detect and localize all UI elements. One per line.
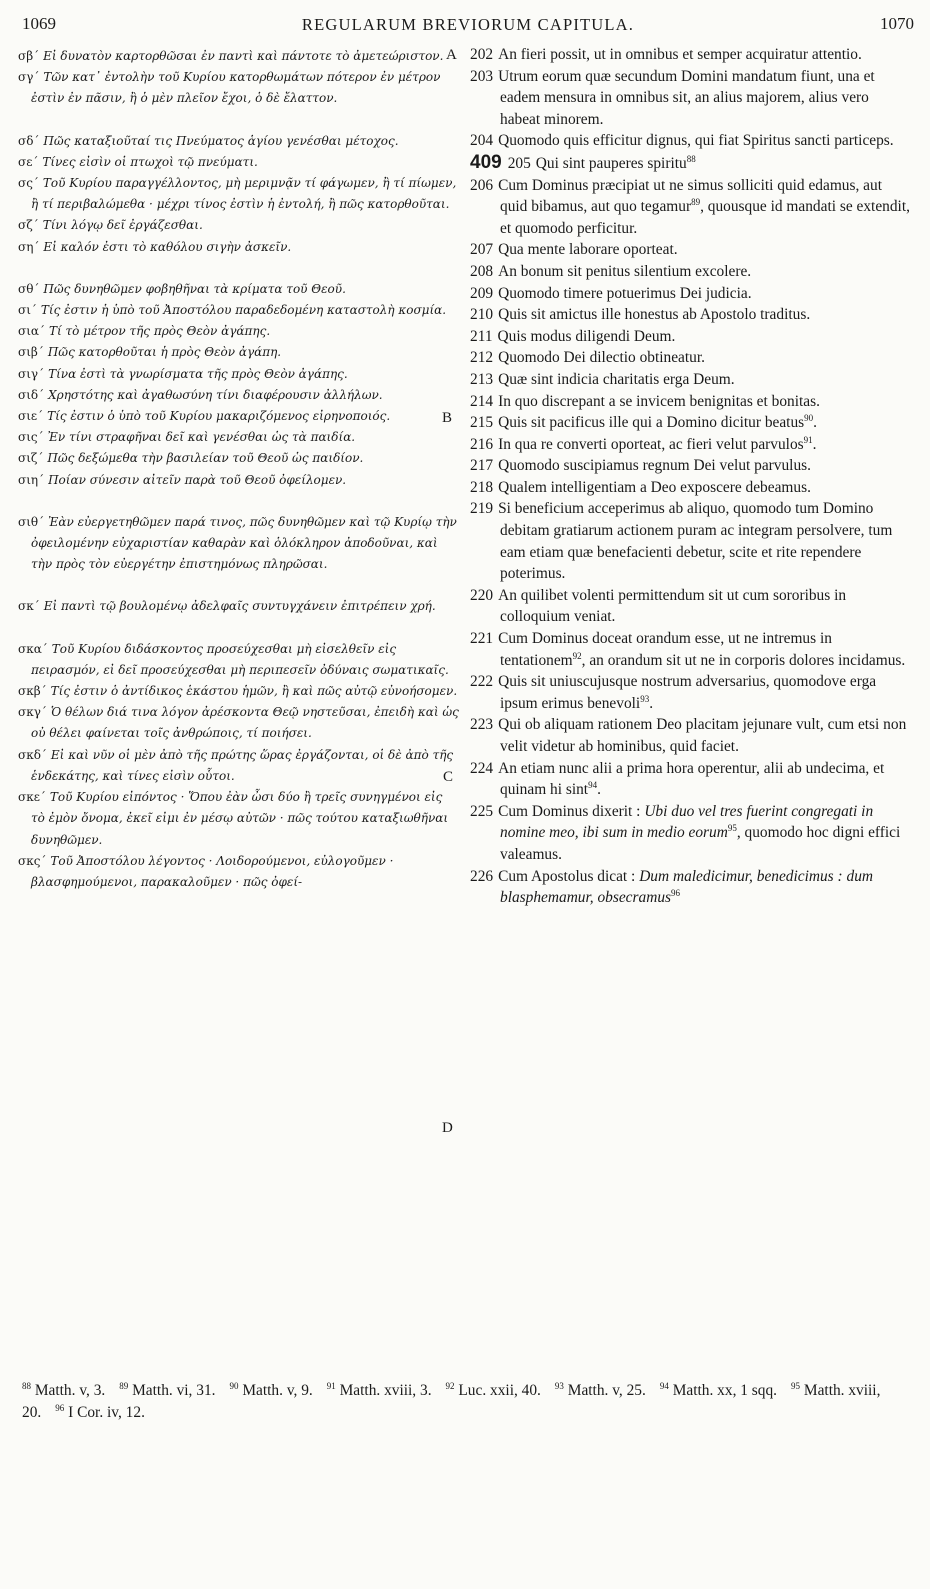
- greek-entry-number: σκδ΄: [18, 747, 47, 762]
- greek-entry-number: σιθ΄: [18, 514, 45, 529]
- greek-entry-text: Εἰ καλόν ἐστι τὸ καθόλου σιγὴν ἀσκεῖν.: [43, 239, 292, 254]
- footnote: [327, 1382, 432, 1399]
- latin-entry: [470, 585, 910, 628]
- footnote-ref: 93: [640, 693, 650, 704]
- column-marker-b: B: [442, 410, 453, 426]
- latin-entry-number: 215: [470, 414, 494, 432]
- footnote-number: 89: [119, 1380, 129, 1391]
- latin-entry: [470, 455, 910, 477]
- greek-entry-text: Εἰ δυνατὸν καρτορθῶσαι ἐν παντὶ καὶ πάντοτε τὸ ἀμετεώριστον.: [43, 49, 444, 63]
- footnote: [660, 1382, 777, 1399]
- footnote-number: 92: [445, 1380, 455, 1391]
- greek-entry-number: σκε΄: [18, 790, 46, 805]
- latin-entry-text: Quomodo timere potuerimus Dei judicia.: [498, 284, 752, 302]
- latin-entry-text: Qua mente laborare oporteat.: [498, 241, 678, 259]
- greek-entry-text: Ὁ θέλων διά τινα λόγον ἀρέσκοντα Θεῷ νηστεῦσαι, ἐπειδὴ καὶ ὡς οὐ θέλει φαίνεται τοῖς ἀνθρώποις, τί ποιήσει.: [31, 705, 459, 741]
- greek-entry: [18, 321, 460, 342]
- latin-scripture-quote: Dum maledicimur, benedicimus : dum blasphemamur, obsecramus: [500, 867, 873, 907]
- latin-entry: [470, 714, 910, 757]
- latin-entry-number: 209: [470, 284, 494, 302]
- greek-entry-number: σιβ΄: [18, 345, 44, 360]
- greek-entry-text: Τίς ἐστιν ἡ ὑπὸ τοῦ Ἀποστόλου παραδεδομένη καταστολὴ κοσμία.: [40, 303, 447, 318]
- greek-entry-text: Τί τὸ μέτρον τῆς πρὸς Θεὸν ἀγάπης.: [49, 324, 271, 339]
- column-number: 409: [470, 151, 502, 173]
- greek-entry-number: σιε΄: [18, 409, 44, 424]
- latin-entry: [470, 391, 910, 413]
- latin-entry: [470, 304, 910, 326]
- footnote: [230, 1382, 313, 1399]
- latin-entry: [470, 66, 910, 131]
- greek-entry-text: Ἐν τίνι στραφῆναι δεῖ καὶ γενέσθαι ὡς τὰ παιδία.: [47, 430, 356, 445]
- latin-entry: [470, 866, 910, 909]
- footnote-ref: 96: [671, 888, 681, 899]
- footnote-ref: 89: [691, 197, 701, 208]
- latin-entry-number: 207: [470, 241, 494, 259]
- greek-entry: [18, 448, 460, 469]
- footnote-reference: Matth. xviii, 3.: [339, 1382, 432, 1399]
- latin-entry-number: 212: [470, 349, 494, 367]
- latin-entry: [470, 326, 910, 348]
- footnote-ref: 94: [588, 780, 598, 791]
- latin-entry-text: Cum Dominus doceat orandum esse, ut ne intremus in tentationem: [498, 630, 832, 669]
- latin-entry-text: Quis sit amictus ille honestus ab Apostolo traditus.: [498, 306, 811, 324]
- latin-entry: [470, 477, 910, 499]
- latin-entry-text: Quis sit uniuscujusque nostrum adversarius, quomodove erga ipsum erimus benevoli: [498, 673, 877, 712]
- latin-entry-text: Utrum eorum quæ secundum Domini mandatum fiunt, una et eadem mensura in omnibus sit, an alius majorem, alius vero habeat minorem.: [498, 67, 875, 128]
- latin-entry-number: 204: [470, 132, 494, 150]
- footnote-number: 96: [55, 1402, 65, 1413]
- latin-entry: [470, 44, 910, 66]
- greek-entry-number: ση΄: [18, 239, 40, 254]
- running-head: REGULARUM BREVIORUM CAPITULA.: [301, 15, 635, 34]
- latin-scripture-quote: Ubi duo vel tres fuerint congregati in nomine meo, ibi sum in medio eorum: [500, 802, 874, 842]
- greek-entry-text: Πῶς καταξιοῦταί τις Πνεύματος ἁγίου γενέσθαι μέτοχος.: [43, 133, 399, 148]
- greek-entry-text: Τοῦ Κυρίου παραγγέλλοντος, μὴ μεριμνᾷν τί φάγωμεν, ἢ τί πίωμεν, ἢ τί περιβαλώμεθα · μέχρι τίνος ἐστὶν ἡ ἐντολή, ἢ πῶς κατορθοῦται.: [31, 176, 457, 212]
- footnote: [22, 1382, 105, 1399]
- latin-entry-number: 205: [507, 154, 531, 172]
- latin-entry-text: Si beneficium acceperimus ab aliquo, quomodo tum Domino debitam gratiarum actionem puram ac integram persolvere, tum eam etiam quæ benefacienti debetur, scite et rite rependere poterimus.: [498, 500, 893, 583]
- latin-entry-text: An quilibet volenti permittendum sit ut cum sororibus in colloquium veniat.: [498, 586, 847, 626]
- latin-entry: [470, 434, 910, 456]
- latin-entry-text: In qua re converti oporteat, ac fieri velut parvulos: [498, 435, 804, 453]
- latin-entry-number: 220: [470, 586, 494, 604]
- latin-entry-text: Quis sit pacificus ille qui a Domino dicitur beatus: [498, 414, 805, 432]
- greek-entry-text: Χρηστότης καὶ ἀγαθωσύνη τίνι διαφέρουσιν ἀλλήλων.: [48, 387, 383, 402]
- footnote-ref: 92: [572, 650, 582, 661]
- latin-entry: [470, 628, 910, 671]
- greek-entry-text: Τοῦ Κυρίου εἰπόντος · Ὅπου ἐὰν ὦσι δύο ἢ τρεῖς συνηγμένοι εἰς τὸ ἐμὸν ὄνομα, ἐκεῖ εἰμι ἐν μέσῳ αὐτῶν · πῶς τούτου καταξιωθῆναι δυνηθῶμεν.: [31, 790, 449, 847]
- latin-entry-text-continued: , an orandum sit ut ne in corporis dolores incidamus.: [581, 651, 906, 669]
- latin-entry: [470, 671, 910, 714]
- latin-entry: [470, 758, 910, 801]
- latin-entry: [470, 130, 910, 152]
- latin-entry: [470, 261, 910, 283]
- greek-entry-number: σκς΄: [18, 853, 47, 868]
- footnote-ref: 95: [727, 823, 737, 834]
- latin-entry-text: Quomodo Dei dilectio obtineatur.: [498, 349, 705, 367]
- latin-entry: [470, 152, 910, 175]
- greek-entry-number: σιδ΄: [18, 387, 45, 402]
- greek-entry-text: Τίνες εἰσὶν οἱ πτωχοὶ τῷ πνεύματι.: [42, 154, 258, 169]
- latin-entry-number: 211: [470, 327, 493, 345]
- greek-entry-number: σιη΄: [18, 472, 45, 487]
- footnote-reference: Matth. xviii, 20.: [22, 1382, 881, 1421]
- greek-entry-number: σγ΄: [18, 70, 40, 85]
- footnote-number: 88: [22, 1380, 31, 1391]
- latin-entry-number: 213: [470, 370, 494, 388]
- greek-entry-text: Εἰ καὶ νῦν οἱ μὲν ἀπὸ τῆς πρώτης ὥρας ἐργάζονται, οἱ δὲ ἀπὸ τῆς ἑνδεκάτης, καὶ τίνες εἰσὶν οὗτοι.: [31, 747, 454, 783]
- latin-entry-text: Quis modus diligendi Deum.: [497, 327, 676, 345]
- greek-entry-number: σθ΄: [18, 281, 40, 296]
- footnote-number: 95: [791, 1380, 801, 1391]
- greek-entry-text: Τοῦ Κυρίου διδάσκοντος προσεύχεσθαι μὴ εἰσελθεῖν εἰς πειρασμόν, εἰ δεῖ προσεύχεσθαι μὴ περιπεσεῖν ὀδύναις σωματικαῖς.: [31, 641, 449, 677]
- greek-entry: [18, 427, 460, 448]
- greek-entry: [18, 152, 460, 173]
- greek-entry: [18, 173, 460, 215]
- greek-entry: [18, 215, 460, 236]
- page-header: [22, 14, 914, 44]
- latin-entry: [470, 412, 910, 434]
- greek-entry: [18, 470, 460, 491]
- greek-entry: [18, 237, 460, 258]
- latin-entry-number: 221: [470, 630, 494, 648]
- footnote-reference: Matth. v, 25.: [567, 1382, 646, 1399]
- latin-entry-text: Cum Dominus præcipiat ut ne simus solliciti quid edamus, aut quid bibamus, aut quo tegamur: [498, 176, 882, 216]
- latin-entry: [470, 175, 910, 240]
- latin-entry-number: 226: [470, 867, 494, 885]
- footnote-reference: Matth. xx, 1 sqq.: [672, 1382, 778, 1399]
- latin-entry-number: 223: [470, 716, 494, 734]
- footnote-ref: 90: [804, 412, 814, 423]
- greek-entry-number: σι΄: [18, 303, 37, 318]
- greek-entry: [18, 46, 460, 67]
- latin-entry-number: 214: [470, 392, 494, 410]
- latin-entry-text: Qui sint pauperes spiritu: [535, 154, 687, 172]
- footnote-number: 90: [229, 1380, 239, 1391]
- greek-entry-text: Τίς ἐστιν ὁ ὑπὸ τοῦ Κυρίου μακαριζόμενος εἰρηνοποιός.: [47, 409, 391, 424]
- greek-entry: [18, 702, 460, 744]
- footnote-ref: 88: [686, 153, 696, 164]
- footnote-reference: Matth. v, 3.: [34, 1382, 106, 1399]
- latin-entry-text: Quomodo quis efficitur dignus, qui fiat Spiritus sancti particeps.: [498, 132, 894, 150]
- latin-entry-number: 210: [470, 306, 494, 324]
- greek-entry: [18, 745, 460, 787]
- latin-entry-number: 216: [470, 435, 494, 453]
- greek-entry-number: σκα΄: [18, 641, 48, 656]
- page-number-right: 1070: [880, 14, 914, 33]
- greek-entry-number: σβ΄: [18, 49, 40, 63]
- footnote: [119, 1382, 215, 1399]
- greek-entry: [18, 681, 460, 702]
- greek-entry: [18, 787, 460, 851]
- greek-entry-number: σδ΄: [18, 133, 40, 148]
- greek-entry: [18, 300, 460, 321]
- latin-entry-number: 225: [470, 802, 494, 820]
- greek-entry-text: Τοῦ Ἀποστόλου λέγοντος · Λοιδορούμενοι, εὐλογοῦμεν · βλασφημούμενοι, παρακαλοῦμεν · πῶς ὀφεί-: [31, 853, 394, 889]
- latin-entry: [470, 239, 910, 261]
- footnote: [55, 1404, 145, 1421]
- latin-entry-text: Cum Dominus dixerit :: [498, 802, 645, 820]
- greek-entry: [18, 639, 460, 681]
- greek-entry-text: Πῶς δεξώμεθα τὴν βασιλείαν τοῦ Θεοῦ ὡς παιδίον.: [47, 451, 364, 466]
- latin-entry-text: An fieri possit, ut in omnibus et semper acquiratur attentio.: [498, 46, 862, 63]
- greek-entry: [18, 512, 460, 576]
- latin-entry-text-continued: .: [812, 435, 817, 453]
- greek-entry-text: Πῶς δυνηθῶμεν φοβηθῆναι τὰ κρίματα τοῦ Θεοῦ.: [43, 281, 346, 296]
- latin-entry-text: An etiam nunc alii a prima hora operentur, alii ab undecima, et quinam hi sint: [498, 759, 885, 799]
- latin-entry-text: Qualem intelligentiam a Deo exposcere debeamus.: [498, 478, 811, 496]
- greek-entry: [18, 406, 460, 427]
- latin-entry-text-continued: .: [597, 781, 601, 799]
- footnote-number: 91: [326, 1380, 336, 1391]
- latin-entry-text-continued: , quomodo hoc digni effici valeamus.: [500, 824, 901, 863]
- greek-entry: [18, 67, 460, 109]
- latin-entry-text: Cum Apostolus dicat :: [498, 867, 640, 885]
- latin-entry-text-continued: .: [813, 414, 817, 432]
- latin-entry: [470, 369, 910, 391]
- latin-entry-number: 218: [470, 478, 494, 496]
- greek-entry: [18, 342, 460, 363]
- latin-entry-text: Qui ob aliquam rationem Deo placitam jejunare vult, cum etsi non velit videtur ab hominibus, quid faciet.: [498, 716, 907, 755]
- footnote-ref: 91: [803, 434, 813, 445]
- latin-column: [470, 44, 910, 909]
- column-marker-c: C: [443, 769, 454, 785]
- greek-entry-number: σκβ΄: [18, 684, 47, 699]
- greek-entry-number: σζ΄: [18, 218, 39, 233]
- latin-entry-number: 202: [470, 46, 494, 63]
- column-marker-a: A: [446, 47, 457, 63]
- footnote-number: 93: [554, 1380, 564, 1391]
- latin-entry: [470, 801, 910, 866]
- greek-entry: [18, 131, 460, 152]
- greek-entry-number: σις΄: [18, 430, 44, 445]
- greek-entry-number: σια΄: [18, 324, 45, 339]
- footnote-reference: Matth. vi, 31.: [132, 1382, 216, 1399]
- greek-entry-text: Τίνι λόγῳ δεῖ ἐργάζεσθαι.: [42, 218, 203, 233]
- greek-entry-number: σκ΄: [18, 599, 40, 614]
- greek-entry: [18, 385, 460, 406]
- latin-entry-number: 224: [470, 759, 494, 777]
- greek-entry-number: σς΄: [18, 176, 39, 191]
- footnote-reference: Luc. xxii, 40.: [458, 1382, 541, 1399]
- latin-entry: [470, 347, 910, 369]
- latin-entry-number: 203: [470, 67, 494, 85]
- page-number-left: 1069: [22, 14, 56, 33]
- greek-entry: [18, 364, 460, 385]
- greek-entry-number: σκγ΄: [18, 705, 47, 720]
- greek-entry-text: Ποίαν σύνεσιν αἰτεῖν παρὰ τοῦ Θεοῦ ὀφείλομεν.: [48, 472, 347, 487]
- latin-entry-number: 206: [470, 176, 494, 194]
- latin-entry-number: 217: [470, 457, 494, 475]
- footnote-number: 94: [659, 1380, 669, 1391]
- latin-entry: [470, 498, 910, 584]
- column-marker-d: D: [442, 1120, 453, 1136]
- greek-column: [18, 46, 460, 893]
- greek-entry: [18, 596, 460, 617]
- latin-entry-text: An bonum sit penitus silentium excolere.: [498, 262, 752, 280]
- footnotes: [22, 1380, 910, 1424]
- greek-entry: [18, 279, 460, 300]
- footnote-reference: I Cor. iv, 12.: [68, 1404, 145, 1421]
- latin-entry-text-continued: , quousque id mandati se extendit, et quomodo perficitur.: [500, 198, 910, 237]
- latin-entry-number: 219: [470, 500, 494, 518]
- latin-entry-number: 222: [470, 673, 494, 691]
- greek-entry: [18, 851, 460, 893]
- greek-entry-number: σιζ΄: [18, 451, 44, 466]
- greek-entry-number: σε΄: [18, 154, 39, 169]
- latin-entry-text: Quomodo suscipiamus regnum Dei velut parvulus.: [498, 457, 811, 475]
- latin-entry-text-continued: .: [649, 694, 654, 712]
- latin-entry-number: 208: [470, 262, 494, 280]
- greek-entry-text: Εἰ παντὶ τῷ βουλομένῳ ἀδελφαῖς συντυγχάνειν ἐπιτρέπειν χρή.: [43, 599, 436, 614]
- greek-entry-text: Ἐὰν εὐεργετηθῶμεν παρά τινος, πῶς δυνηθῶμεν καὶ τῷ Κυρίῳ τὴν ὀφειλομένην εὐχαριστίαν καθαρὰν καὶ ὁλόκληρον ἀποδοῦναι, καὶ τὴν πρὸς τὸν εὐεργέτην ἐπιστημόνως πληρῶσαι.: [31, 514, 457, 572]
- greek-entry-text: Τῶν κατ᾽ ἐντολὴν τοῦ Κυρίου κατορθωμάτων πότερον ἐν μέτρον ἐστὶν ἐν πᾶσιν, ἢ ὁ μὲν πλεῖον ἔχοι, ὁ δὲ ἔλαττον.: [31, 70, 441, 106]
- latin-entry-text: Quæ sint indicia charitatis erga Deum.: [498, 370, 735, 388]
- greek-entry-text: Πῶς κατορθοῦται ἡ πρὸς Θεὸν ἀγάπη.: [47, 345, 282, 360]
- footnote: [446, 1382, 541, 1399]
- latin-entry: [470, 283, 910, 305]
- greek-entry-number: σιγ΄: [18, 366, 45, 381]
- latin-entry-text: In quo discrepant a se invicem benignitas et bonitas.: [498, 392, 820, 410]
- footnote: [555, 1382, 646, 1399]
- footnote-reference: Matth. v, 9.: [242, 1382, 313, 1399]
- greek-entry-text: Τίς ἐστιν ὁ ἀντίδικος ἑκάστου ἡμῶν, ἢ καὶ πῶς αὐτῷ εὐνοήσομεν.: [50, 684, 458, 699]
- greek-entry-text: Τίνα ἐστὶ τὰ γνωρίσματα τῆς πρὸς Θεὸν ἀγάπης.: [48, 366, 348, 381]
